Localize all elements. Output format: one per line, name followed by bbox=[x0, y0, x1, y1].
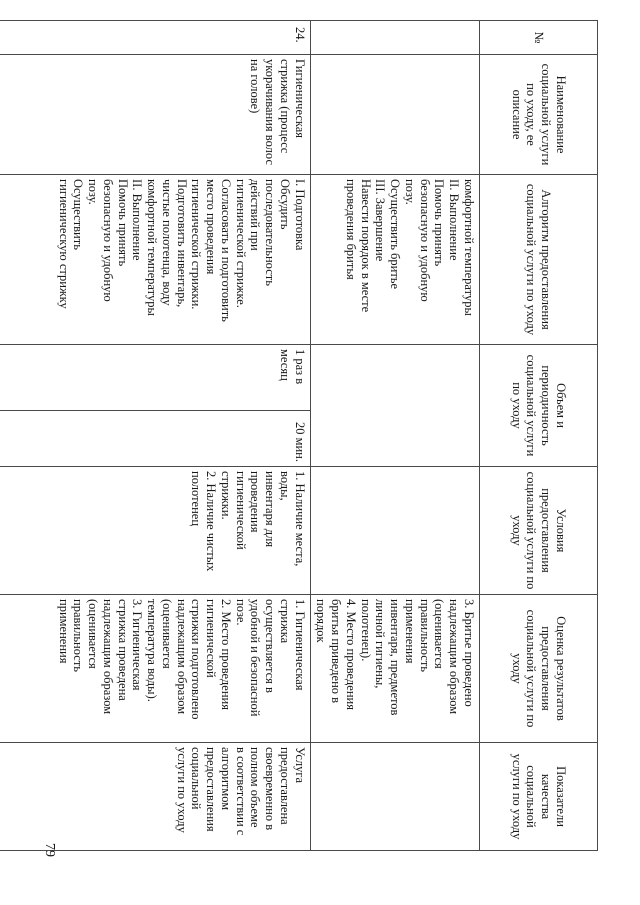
cell-text-line: инвентаря для bbox=[263, 471, 278, 548]
cell-text-line: надлежащим образом bbox=[174, 599, 189, 715]
cell-text-line: (оценивается bbox=[160, 599, 174, 669]
cell-text-line: личной гигиены, bbox=[373, 599, 388, 689]
cell-text-line: на голове) bbox=[248, 59, 263, 114]
cell-text-line: осуществляется в bbox=[263, 599, 278, 693]
cell-text-line: Навести порядок в месте bbox=[358, 179, 373, 313]
row-number: 24. bbox=[0, 21, 310, 55]
cell-text-line: Гигиеническая bbox=[292, 59, 307, 139]
cell-text-line: гигиенической bbox=[204, 599, 219, 678]
cell-text-line: безопасную и удобную bbox=[101, 179, 115, 302]
cell-text-line: гигиеническую стрижку bbox=[56, 179, 71, 309]
cell-text-line: 2. Место проведения bbox=[219, 599, 233, 710]
cell-text-line: бритья приведено в bbox=[329, 599, 344, 704]
prev-conditions-cell bbox=[310, 467, 479, 595]
cell-text-line: укорачивания волос bbox=[263, 59, 278, 165]
evaluation-cell bbox=[0, 595, 310, 743]
header-name: Наименование социальной услуги по уходу, ее описание bbox=[480, 55, 598, 175]
prev-indicators-cell bbox=[310, 743, 479, 851]
cell-text-line: месяц bbox=[278, 349, 292, 381]
cell-text-line: Осуществить бритье bbox=[388, 179, 403, 290]
cell-text-line: применения bbox=[56, 599, 71, 664]
volume-cell bbox=[0, 345, 310, 411]
cell-text-line: 1 раз в bbox=[292, 349, 307, 385]
cell-text-line: позу. bbox=[86, 179, 101, 205]
cell-text-line: надлежащим образом bbox=[447, 599, 462, 715]
cell-text-line: гигиенической bbox=[233, 471, 248, 550]
cell-text-line: порядок bbox=[314, 599, 329, 643]
cell-text-line: правильность bbox=[417, 599, 432, 672]
prev-algorithm-cell bbox=[310, 175, 479, 345]
social-services-table bbox=[0, 20, 598, 851]
cell-text-line: 1. Наличие места, воды, bbox=[278, 471, 307, 570]
cell-text-line: проведения бритья bbox=[344, 179, 358, 280]
header-volume: Объем и периодичность социальной услуги по уходу bbox=[480, 345, 598, 467]
cell-text-line: услуги по уходу bbox=[174, 747, 189, 833]
header-num: № bbox=[480, 21, 598, 55]
header-row bbox=[480, 21, 598, 851]
cell-text-line: полотенец). bbox=[358, 599, 373, 662]
cell-text-line: предоставления bbox=[204, 747, 219, 832]
cell-text-line: надлежащим образом bbox=[101, 599, 115, 715]
indicators-cell bbox=[0, 743, 310, 851]
page-number: 79 bbox=[42, 843, 57, 857]
conditions-cell bbox=[0, 467, 310, 595]
cell-text-line: гигиенической стрижки. bbox=[189, 179, 204, 310]
cell-text-line: 3. Гигиеническая bbox=[130, 599, 145, 691]
cell-text-line: стрижки подготовлено bbox=[189, 599, 204, 720]
cell-text-line: инвентаря, предметов bbox=[388, 599, 403, 716]
header-indicators: Показатели качества социальной услуги по уходу bbox=[480, 743, 598, 851]
cell-text-line: чистые полотенца, воду bbox=[160, 179, 174, 306]
cell-text-line: (оценивается bbox=[432, 599, 447, 669]
cell-text-line: проведения bbox=[248, 471, 263, 533]
header-algorithm: Алгоритм предоставления социальной услуги по уходу bbox=[480, 175, 598, 345]
service-name-cell bbox=[0, 55, 310, 175]
cell-text-line: позу. bbox=[403, 179, 417, 205]
cell-text-line: предоставлена bbox=[278, 747, 292, 825]
cell-text-line: III. Завершение bbox=[373, 179, 388, 262]
cell-text-line: Услуга bbox=[292, 747, 307, 784]
cell-text-line: 4. Место проведения bbox=[344, 599, 358, 710]
header-conditions: Условия предоставления социальной услуги по уходу bbox=[480, 467, 598, 595]
cell-text-line: место проведения bbox=[204, 179, 219, 275]
algorithm-cell bbox=[0, 175, 310, 345]
cell-text-line: правильность bbox=[71, 599, 86, 672]
prev-evaluation-cell bbox=[310, 595, 479, 743]
cell-text-line: комфортной температуры bbox=[462, 179, 476, 316]
cell-text-line: безопасную и удобную bbox=[417, 179, 432, 302]
cell-text-line: Помочь принять bbox=[115, 179, 130, 267]
prev-num-cell bbox=[310, 21, 479, 55]
cell-text-line: алгоритмом bbox=[219, 747, 233, 811]
cell-text-line: применения bbox=[403, 599, 417, 664]
cell-text-line: гигиенической стрижке. bbox=[233, 179, 248, 308]
cell-text-line: стрижка проведена bbox=[115, 599, 130, 701]
cell-text-line: в соответствии с bbox=[233, 747, 248, 836]
cell-text-line: II. Выполнение bbox=[130, 179, 145, 261]
cell-text-line: 2. Наличие чистых bbox=[204, 471, 219, 572]
cell-text-line: полотенец bbox=[189, 471, 204, 527]
cell-text-line: (оценивается bbox=[86, 599, 101, 669]
cell-text-line: последовательность bbox=[263, 179, 278, 286]
cell-text-line: позе. bbox=[233, 599, 248, 626]
prev-volume-cell bbox=[310, 345, 479, 467]
cell-text-line: комфортной температуры bbox=[145, 179, 160, 316]
cell-text-line: своевременно в bbox=[263, 747, 278, 831]
table-row-continued bbox=[310, 21, 479, 851]
prev-name-cell bbox=[310, 55, 479, 175]
cell-text-line: I. Подготовка bbox=[292, 179, 307, 251]
cell-text-line: II. Выполнение bbox=[447, 179, 462, 261]
cell-text-line: 3. Бритье проведено bbox=[462, 599, 476, 707]
cell-text-line: удобной и безопасной bbox=[248, 599, 263, 717]
cell-text-line: Подготовить инвентарь, bbox=[174, 179, 189, 308]
cell-text-line: действий при bbox=[248, 179, 263, 251]
cell-text-line: стрижки. bbox=[219, 471, 233, 520]
cell-text-line: Согласовать и подготовить bbox=[219, 179, 233, 322]
cell-text-line: стрижка (процесс bbox=[278, 59, 292, 154]
cell-text-line: стрижка bbox=[278, 599, 292, 644]
cell-text-line: социальной bbox=[189, 747, 204, 810]
cell-text-line: Обсудить bbox=[278, 179, 292, 230]
rotated-table-sheet bbox=[20, 20, 598, 850]
header-evaluation: Оценка результатов предоставления социальной услуги по уходу bbox=[480, 595, 598, 743]
cell-text-line: 1. Гигиеническая bbox=[292, 599, 307, 691]
cell-text-line: Помочь принять bbox=[432, 179, 447, 267]
table-row-24 bbox=[0, 21, 310, 851]
cell-text-line: температура воды). bbox=[145, 599, 160, 702]
cell-text-line: полном объеме bbox=[248, 747, 263, 828]
cell-text-line: Осуществить bbox=[71, 179, 86, 250]
time-cell: 20 мин. bbox=[0, 411, 310, 467]
